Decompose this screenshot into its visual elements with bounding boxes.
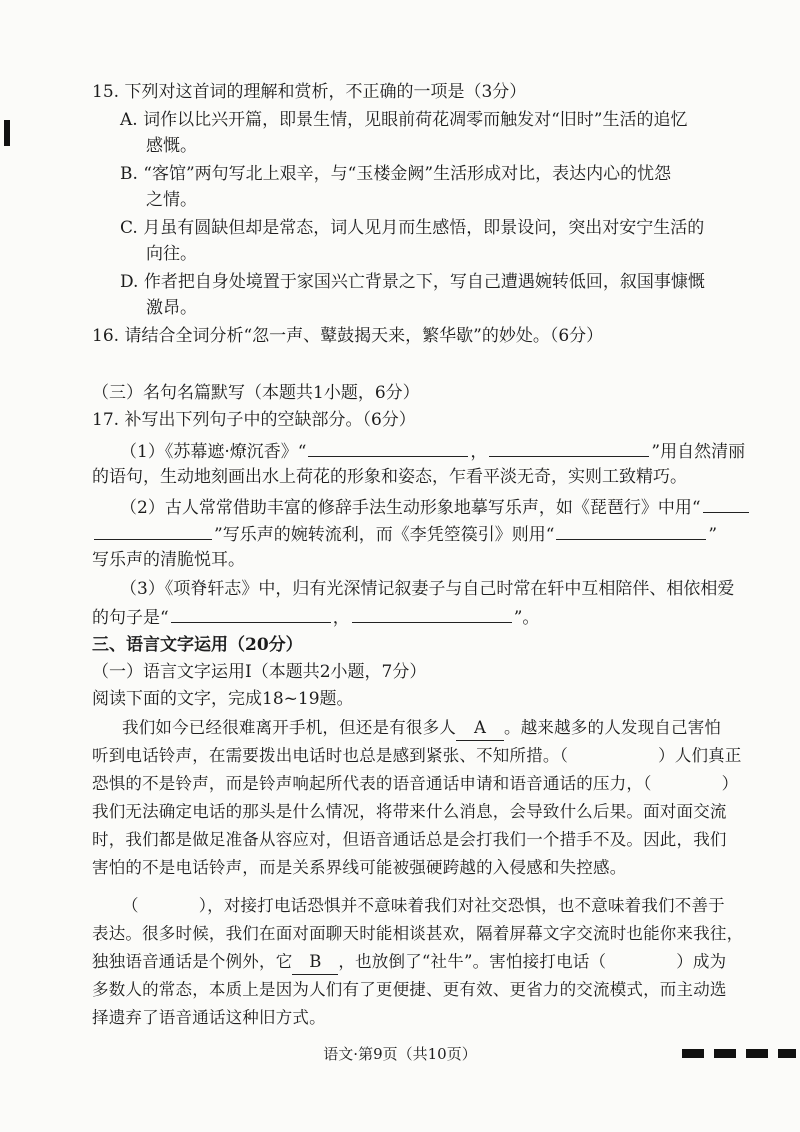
q15-option-c-cont: 向往。 (146, 244, 197, 264)
footer-mark-4 (778, 1049, 796, 1058)
passage-line-11: 择遗弃了语音通话这种旧方式。 (92, 1008, 326, 1027)
q15-option-b: B. “客馆”两句写北上艰辛，与“玉楼金阙”生活形成对比，表达内心的忧怨 (120, 164, 672, 184)
q17-blank-6[interactable] (352, 604, 512, 623)
passage-line-2: 听到电话铃声，在需要拨出电话时也总是感到紧张、不知所措。（ ）人们真正 (92, 746, 742, 765)
section-3-heading: （三）名句名篇默写（本题共1小题，6分） (92, 383, 420, 403)
q17-blank-1[interactable] (308, 438, 468, 457)
q17-blank-2[interactable] (489, 438, 649, 457)
q15-option-a-cont: 感慨。 (146, 136, 197, 156)
q17-blank-3a[interactable] (703, 494, 749, 513)
q17-part2-line1: （2）古人常常借助丰富的修辞手法生动形象地摹写乐声，如《琵琶行》中用“ (120, 494, 751, 520)
q17-blank-3b[interactable] (94, 521, 212, 540)
passage-blank-a[interactable]: A (456, 716, 504, 741)
q15-option-c: C. 月虽有圆缺但却是常态，词人见月而生感悟，即景设问，突出对安宁生活的 (120, 218, 705, 238)
q17-part2-line3: 写乐声的清脆悦耳。 (92, 550, 245, 570)
subsection-1-heading: （一）语言文字运用Ⅰ（本题共2小题，7分） (92, 662, 427, 682)
passage-line-1: 我们如今已经很难离开手机，但还是有很多人 A 。越来越多的人发现自己害怕 (122, 716, 721, 741)
q17-blank-4[interactable] (556, 521, 706, 540)
passage-line-6: 害怕的不是电话铃声，而是关系界线可能被强硬跨越的入侵感和失控感。 (92, 858, 627, 877)
part-3-heading: 三、语言文字运用（20分） (92, 635, 303, 655)
q17-part3-line1: （3）《项脊轩志》中，归有光深情记叙妻子与自己时常在轩中互相陪伴、相依相爱 (120, 579, 735, 599)
footer-mark-3 (746, 1049, 768, 1058)
q17-part1-line2: 的语句，生动地刻画出水上荷花的形象和姿态，乍看平淡无奇，实则工致精巧。 (92, 467, 687, 487)
passage-line-4: 我们无法确定电话的那头是什么情况，将带来什么消息，会导致什么后果。面对面交流 (92, 802, 727, 821)
q17-part3-line2: 的句子是“ ， ”。 (92, 604, 539, 630)
page-footer: 语文·第9页（共10页） (323, 1045, 477, 1063)
q15-option-a: A. 词作以比兴开篇，即景生情，见眼前荷花凋零而触发对“旧时”生活的追忆 (120, 110, 688, 130)
passage-line-7: （ ），对接打电话恐惧并不意味着我们对社交恐惧，也不意味着我们不善于 (122, 896, 725, 915)
passage-line-10: 多数人的常态，本质上是因为人们有了更便捷、更有效、更省力的交流模式，而主动选 (92, 980, 727, 999)
q15-option-d: D. 作者把自身处境置于家国兴亡背景之下，写自己遭遇婉转低回，叙国事慷慨 (120, 272, 705, 292)
q15-option-b-cont: 之情。 (146, 190, 197, 210)
q16-stem: 16. 请结合全词分析“忽一声、鼙鼓揭天来，繁华歇”的妙处。（6分） (92, 326, 604, 346)
footer-mark-2 (714, 1049, 736, 1058)
passage-blank-b[interactable]: B (292, 950, 338, 975)
q17-blank-5[interactable] (171, 604, 331, 623)
footer-mark-1 (682, 1049, 704, 1058)
q17-stem: 17. 补写出下列句子中的空缺部分。（6分） (92, 410, 416, 430)
q15-stem: 15. 下列对这首词的理解和赏析，不正确的一项是（3分） (92, 82, 527, 102)
q17-part1-line1: （1）《苏幕遮·燎沉香》“ ， ”用自然清丽 (120, 438, 745, 464)
binding-mark (4, 120, 10, 146)
passage-line-8: 表达。很多时候，我们在面对面聊天时能相谈甚欢，隔着屏幕文字交流时也能你来我往， (92, 924, 744, 943)
q17-part2-line2: ”写乐声的婉转流利，而《李凭箜篌引》则用“ ” (92, 521, 717, 547)
q15-option-d-cont: 激昂。 (146, 298, 197, 318)
reading-instruction: 阅读下面的文字，完成18~19题。 (92, 689, 354, 709)
passage-line-5: 时，我们都是做足准备从容应对，但语音通话总是会打我们一个措手不及。因此，我们 (92, 830, 727, 849)
passage-line-3: 恐惧的不是铃声，而是铃声响起所代表的语音通话申请和语音通话的压力，（ ） (92, 774, 739, 793)
passage-line-9: 独独语音通话是个例外，它 B ，也放倒了“社牛”。害怕接打电话（ ）成为 (92, 950, 726, 975)
